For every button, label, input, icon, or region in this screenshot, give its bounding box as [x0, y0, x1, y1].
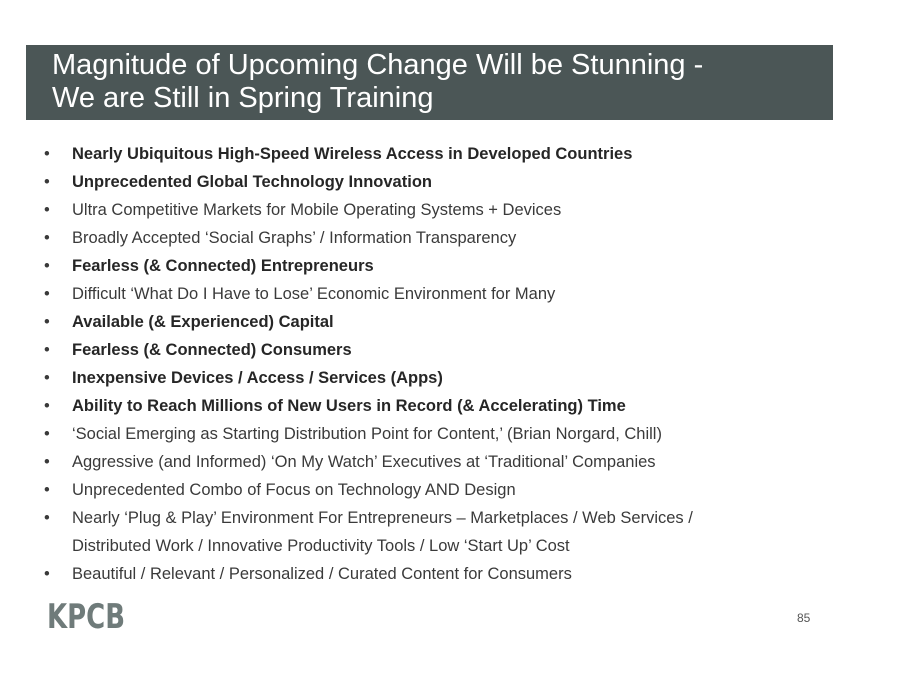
bullet-item: [44, 196, 844, 224]
bullet-item: [44, 448, 844, 476]
bullet-item: [44, 392, 844, 420]
kpcb-logo: [47, 597, 127, 637]
bullet-item: [44, 280, 844, 308]
bullet-dot-icon: •: [44, 481, 50, 499]
bullet-item: [44, 308, 844, 336]
bullet-text-group: [72, 364, 443, 392]
bullet-item: [44, 560, 844, 588]
bullet-text: Inexpensive Devices / Access / Services (Apps): [72, 369, 443, 387]
bullet-item: [44, 140, 844, 168]
bullet-list: [44, 140, 844, 588]
bullet-dot-icon: •: [44, 369, 50, 387]
bullet-text-group: [72, 168, 432, 196]
bullet-dot-icon: •: [44, 453, 50, 471]
bullet-text-group: [72, 420, 662, 448]
bullet-dot-icon: •: [44, 285, 50, 303]
slide-title-line-2: We are Still in Spring Training: [52, 82, 434, 114]
bullet-dot-icon: •: [44, 229, 50, 247]
bullet-item: [44, 476, 844, 504]
bullet-dot-icon: •: [44, 145, 50, 163]
bullet-text: Ability to Reach Millions of New Users in Record (& Accelerating) Time: [72, 397, 626, 415]
bullet-text: Nearly ‘Plug & Play’ Environment For Entrepreneurs – Marketplaces / Web Services /: [72, 509, 693, 527]
bullet-text: Beautiful / Relevant / Personalized / Curated Content for Consumers: [72, 565, 572, 583]
bullet-dot-icon: •: [44, 201, 50, 219]
bullet-text: Nearly Ubiquitous High-Speed Wireless Access in Developed Countries: [72, 145, 633, 163]
slide-title-bar: [26, 45, 833, 120]
bullet-text: Fearless (& Connected) Entrepreneurs: [72, 257, 374, 275]
bullet-dot-icon: •: [44, 257, 50, 275]
bullet-text-group: [72, 476, 516, 504]
bullet-text-group: [72, 560, 572, 588]
bullet-text: Distributed Work / Innovative Productivity Tools / Low ‘Start Up’ Cost: [72, 537, 570, 555]
bullet-text: Unprecedented Global Technology Innovation: [72, 173, 432, 191]
bullet-item: [44, 336, 844, 364]
bullet-item: [44, 252, 844, 280]
bullet-text-group: [72, 392, 626, 420]
bullet-item: [44, 224, 844, 252]
bullet-dot-icon: •: [44, 425, 50, 443]
slide-title-line-1: Magnitude of Upcoming Change Will be Stunning -: [52, 49, 704, 81]
bullet-dot-icon: •: [44, 173, 50, 191]
bullet-text: Unprecedented Combo of Focus on Technology AND Design: [72, 481, 516, 499]
bullet-dot-icon: •: [44, 509, 50, 527]
bullet-text-group: [72, 308, 334, 336]
bullet-text-group: [72, 504, 693, 560]
bullet-item: [44, 364, 844, 392]
bullet-text-group: [72, 336, 352, 364]
bullet-text: Ultra Competitive Markets for Mobile Operating Systems + Devices: [72, 201, 562, 219]
bullet-text: Fearless (& Connected) Consumers: [72, 341, 352, 359]
bullet-text-group: [72, 280, 555, 308]
kpcb-logo-text: KPCB: [47, 597, 125, 637]
bullet-text-group: [72, 448, 656, 476]
bullet-text: Difficult ‘What Do I Have to Lose’ Economic Environment for Many: [72, 285, 556, 303]
bullet-dot-icon: •: [44, 341, 50, 359]
bullet-text: ‘Social Emerging as Starting Distribution Point for Content,’ (Brian Norgard, Chill): [72, 425, 662, 443]
bullet-text-group: [72, 252, 374, 280]
bullet-item: [44, 168, 844, 196]
bullet-dot-icon: •: [44, 397, 50, 415]
bullet-dot-icon: •: [44, 565, 50, 583]
bullet-text: Aggressive (and Informed) ‘On My Watch’ Executives at ‘Traditional’ Companies: [72, 453, 656, 471]
bullet-text: Broadly Accepted ‘Social Graphs’ / Information Transparency: [72, 229, 517, 247]
bullet-item: [44, 420, 844, 448]
page-number: 85: [797, 611, 811, 625]
bullet-text-group: [72, 224, 516, 252]
bullet-dot-icon: •: [44, 313, 50, 331]
bullet-text: Available (& Experienced) Capital: [72, 313, 334, 331]
bullet-item: [44, 504, 844, 560]
bullet-text-group: [72, 140, 632, 168]
bullet-text-group: [72, 196, 561, 224]
